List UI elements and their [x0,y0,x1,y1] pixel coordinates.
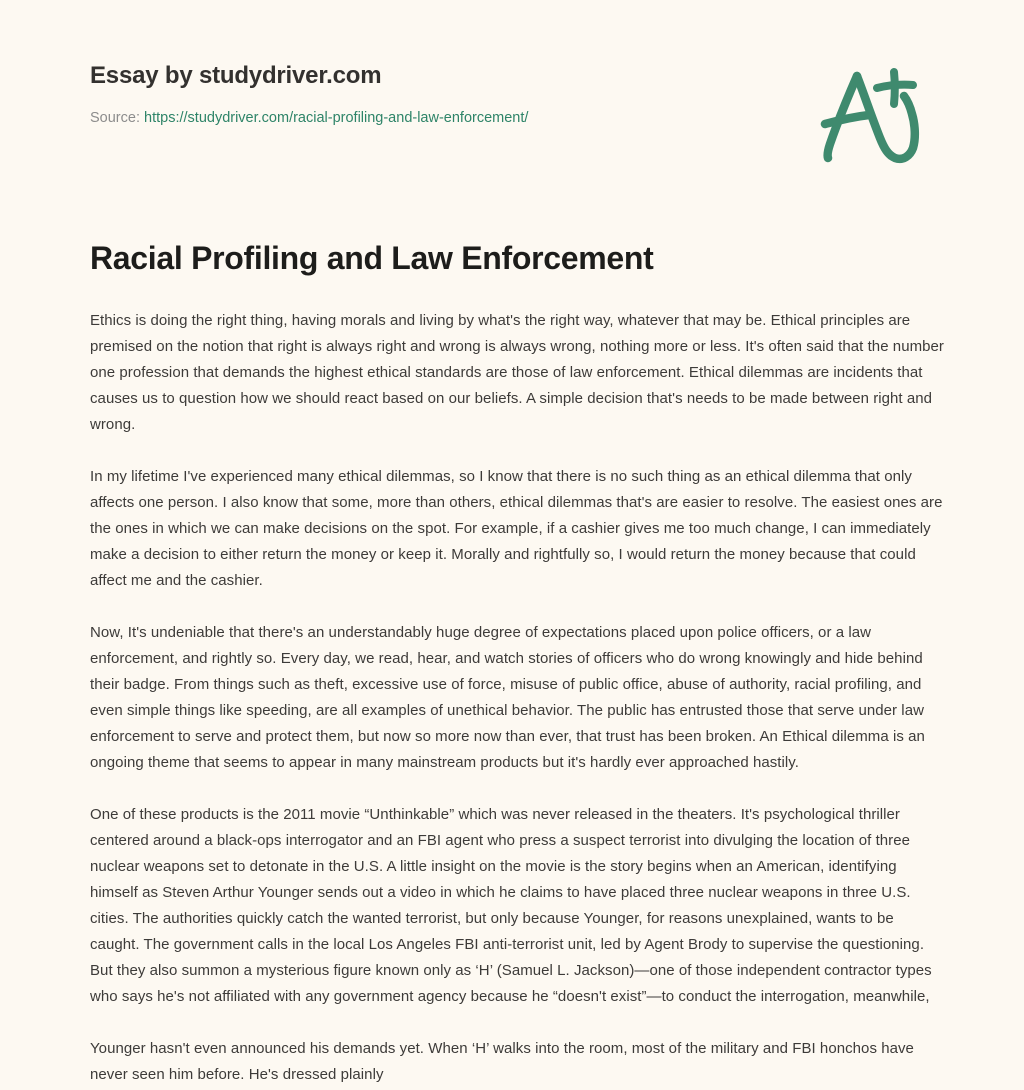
source-line [90,109,528,128]
document-body [90,308,944,1088]
header-text-block [90,62,528,128]
body-paragraph: In my lifetime I've experienced many ethical dilemmas, so I know that there is no such thing as an ethical dilemma that only affects one person. I also know that some, more than others, ethical dilemmas that's are easier to resolve. The easiest ones are the ones in which we can make decisions on the spot. For example, if a cashier gives me too much change, I can immediately make a decision to either return the money or keep it. Morally and rightfully so, I would return the money because that could affect me and the cashier. [90,468,943,589]
essay-attribution: Essay by studydriver.com [90,62,382,89]
document-header [0,0,1024,210]
a-plus-logo[interactable] [812,66,936,170]
page-title: Racial Profiling and Law Enforcement [90,240,654,276]
body-paragraph: One of these products is the 2011 movie “Unthinkable” which was never released in the theaters. It's psychological thriller centered around a black-ops interrogator and an FBI agent who press a suspect terrorist into divulging the location of three nuclear weapons set to detonate in the U.S. A little insight on the movie is the story begins when an American, identifying himself as Steven Arthur Younger sends out a video in which he claims to have placed three nuclear weapons in three U.S. cities. The authorities quickly catch the wanted terrorist, but only because Younger, for reasons unexplained, wants to be caught. The government calls in the local Los Angeles FBI anti-terrorist unit, led by Agent Brody to supervise the questioning. But they also summon a mysterious figure known only as ‘H’ (Samuel L. Jackson)—one of those independent contractor types who says he's not affiliated with any government agency because he “doesn't exist”—to conduct the interrogation, meanwhile, [90,806,932,1005]
body-paragraph: Younger hasn't even announced his demands yet. When ‘H’ walks into the room, most of the military and FBI honchos have never seen him before. He's dressed plainly [90,1040,914,1083]
body-paragraph: Now, It's undeniable that there's an understandably huge degree of expectations placed upon police officers, or a law enforcement, and rightly so. Every day, we read, hear, and watch stories of officers who do wrong knowingly and hide behind their badge. From things such as theft, excessive use of force, misuse of public office, abuse of authority, racial profiling, and even simple things like speeding, are all examples of unethical behavior. The public has entrusted those that serve under law enforcement to serve and protect them, but now so more now than ever, that trust has been broken. An Ethical dilemma is an ongoing theme that seems to appear in many mainstream products but it's hardly ever approached hastily. [90,624,925,771]
source-url-link[interactable]: https://studydriver.com/racial-profiling-and-law-enforcement/ [144,109,529,126]
body-paragraph: Ethics is doing the right thing, having morals and living by what's the right way, whatever that may be. Ethical principles are premised on the notion that right is always right and wrong is always wrong, nothing more or less. It's often said that the number one profession that demands the highest ethical standards are those of law enforcement. Ethical dilemmas are incidents that causes us to question how we should react based on our beliefs. A simple decision that's needs to be made between right and wrong. [90,312,944,433]
source-label: Source: [90,109,140,126]
